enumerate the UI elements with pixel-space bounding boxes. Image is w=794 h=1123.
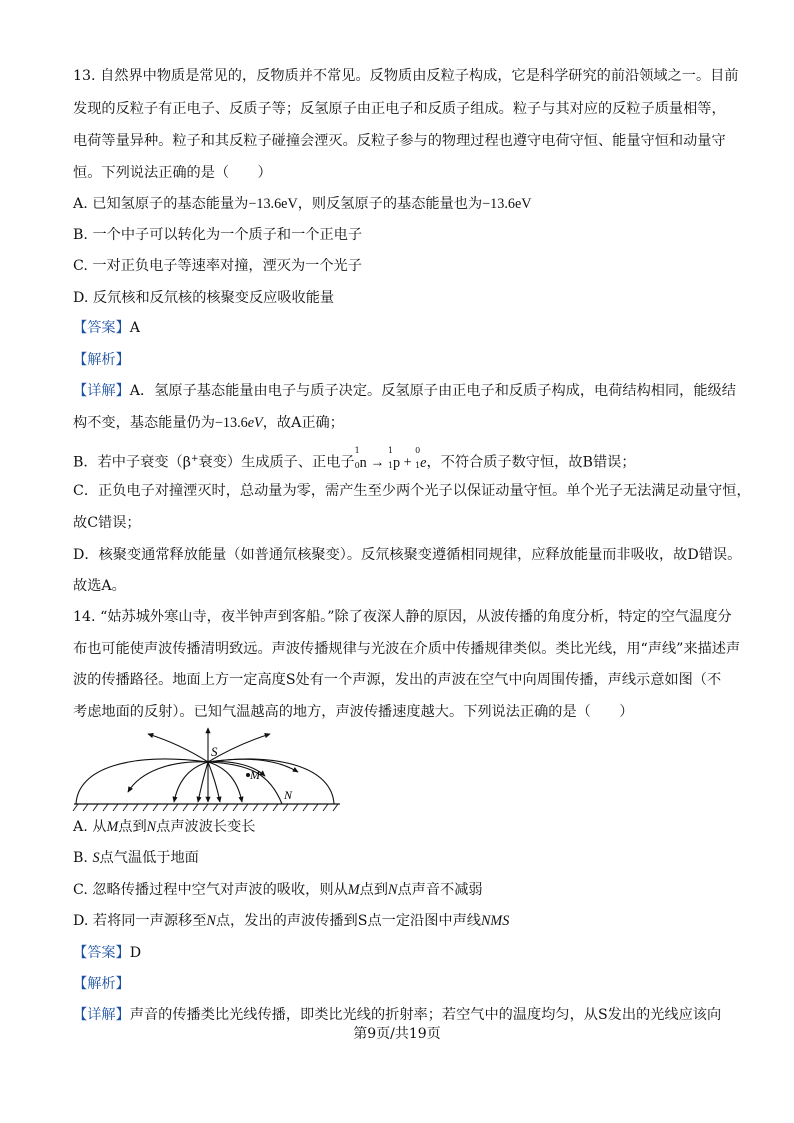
q14-option-c-text1: C. 忽略传播过程中空气对声波的吸收，则从 xyxy=(73,882,348,898)
source-s-dot xyxy=(207,761,210,764)
q14-option-a-text3: 点声波波长变长 xyxy=(156,819,256,835)
q13-detail-b-text3: ，不符合质子数守恒，故B错误； xyxy=(426,454,636,471)
sound-ray-diagram xyxy=(70,722,345,814)
q14-option-c xyxy=(73,880,483,900)
q13-detail-b xyxy=(73,445,636,473)
reaction-arrow: → xyxy=(366,454,388,471)
label-s: S xyxy=(211,744,218,759)
q14-option-c-n: N xyxy=(387,882,398,898)
q13-stem-line-1: 13. 自然界中物质是常见的，反物质并不常见。反物质由反粒子构成，它是科学研究的前沿领域之一。目前 xyxy=(73,68,739,84)
positron-symbol: 0 1 e xyxy=(415,445,427,471)
q13-option-a-value1: −13.6eV xyxy=(248,196,298,212)
ray-right-outer xyxy=(208,759,334,804)
q13-detail-a2-end: ，故A正确； xyxy=(262,415,344,431)
q14-option-d-n: N xyxy=(206,913,216,929)
q13-detail-a2-text: 构不变，基态能量仍为 xyxy=(73,415,215,431)
q13-answer-tag: 【答案】 xyxy=(73,320,130,336)
q14-answer-tag: 【答案】 xyxy=(73,945,130,961)
q14-option-a xyxy=(73,817,255,837)
proton-symbol: 1 1 p xyxy=(387,445,401,471)
ray-left-outer xyxy=(76,759,208,804)
q14-option-a-n: N xyxy=(146,819,157,835)
q13-option-a-value2: −13.6eV xyxy=(482,196,532,212)
q14-stem-line-3: 波的传播路径。地面上方一定高度S处有一个声源，发出的声波在空气中向周围传播，声线示意如图（不 xyxy=(73,672,722,688)
q13-detail-b-text2: 衰变）生成质子、正电子 xyxy=(198,454,355,471)
q14-answer-value: D xyxy=(129,945,142,961)
q13-option-a-text2: ，则反氢原子的基态能量也为 xyxy=(297,196,483,212)
q13-detail-b-beta-sup: + xyxy=(190,454,199,464)
q14-stem-line-2: 布也可能使声波传播清明致远。声波传播规律与光波在介质中传播规律类似。类比光线，用“声线”来描述声 xyxy=(73,641,741,657)
q14-option-a-text1: A. 从 xyxy=(73,819,107,835)
q13-option-d: D. 反氘核和反氘核的核聚变反应吸收能量 xyxy=(73,290,335,306)
q13-stem-line-4: 恒。下列说法正确的是（ ） xyxy=(73,165,272,181)
ray-up-left xyxy=(148,734,208,762)
q13-detail-a2-value: −13.6 xyxy=(214,415,248,431)
q13-answer xyxy=(73,318,140,338)
q14-answer xyxy=(73,943,141,963)
ray-down-right xyxy=(208,762,220,802)
q13-detail-c-line-1: C．正负电子对撞湮灭时，总动量为零，需产生至少两个光子以保证动量守恒。单个光子无法满足动量守恒， xyxy=(73,483,751,499)
q13-detail-d-line-1: D．核聚变通常释放能量（如普通氘核聚变）。反氘核聚变遵循相同规律，应释放能量而非吸收，故D错误。 xyxy=(73,547,742,563)
q13-detail-a2-unit: eV xyxy=(247,415,263,431)
q13-option-a-text1: A. 已知氢原子的基态能量为 xyxy=(73,196,249,212)
label-n: N xyxy=(284,788,293,802)
q14-option-a-m: M xyxy=(106,819,119,835)
sound-rays xyxy=(76,728,334,804)
q14-option-d-text1: D. 若将同一声源移至 xyxy=(73,913,207,929)
q14-option-d-text2: 点，发出的声波传播到S点一定沿图中声线 xyxy=(215,913,481,929)
plus-sign: + xyxy=(400,454,416,471)
q14-stem-line-1: 14. “姑苏城外寒山寺，夜半钟声到客船。”除了夜深人静的原因，从波传播的角度分析，特定的空气温度分 xyxy=(73,609,732,625)
q14-analysis xyxy=(73,974,130,994)
q14-option-d-nms: NMS xyxy=(480,913,510,929)
q14-option-b-s: S xyxy=(92,850,100,866)
ray-right-inner xyxy=(208,762,242,802)
q13-detail-d-line-2: 故选A。 xyxy=(73,578,126,594)
q13-detail-line-1 xyxy=(73,381,736,401)
q14-detail-line-1 xyxy=(73,1005,721,1025)
q14-detail-tag: 【详解】 xyxy=(73,1007,130,1023)
q14-option-d xyxy=(73,911,509,931)
q13-detail-tag: 【详解】 xyxy=(73,383,130,399)
q14-option-a-text2: 点到 xyxy=(118,819,147,835)
page-footer: 第9页/共19页 xyxy=(353,1026,441,1042)
q14-option-c-text2: 点到 xyxy=(359,882,388,898)
q13-stem-line-2: 发现的反粒子有正电子、反质子等；反氢原子由正电子和反质子组成。粒子与其对应的反粒子质量相等， xyxy=(73,101,726,117)
q13-analysis xyxy=(73,350,130,370)
neutron-symbol: 1 0 n xyxy=(354,445,367,471)
ground-hatching xyxy=(73,804,338,811)
q13-answer-value: A xyxy=(129,320,141,336)
q13-detail-line-2 xyxy=(73,413,344,433)
ray-left-mid xyxy=(128,762,208,792)
q13-detail-c-line-2: 故C错误； xyxy=(73,515,141,531)
q14-option-b xyxy=(73,848,199,868)
q14-option-c-text3: 点声音不减弱 xyxy=(397,882,483,898)
label-m: M xyxy=(250,768,260,782)
q13-detail-b-text1: B．若中子衰变（β xyxy=(73,454,191,471)
q13-option-a xyxy=(73,194,532,214)
q13-option-b: B. 一个中子可以转化为一个质子和一个正电子 xyxy=(73,227,363,243)
q14-option-b-text1: B. xyxy=(73,850,93,866)
q14-analysis-tag: 【解析】 xyxy=(73,976,130,992)
q13-detail-a1: A．氢原子基态能量由电子与质子决定。反氢原子由正电子和反质子构成，电荷结构相同，能级结 xyxy=(129,383,736,399)
q14-detail-text: 声音的传播类比光线传播，即类比光线的折射率；若空气中的温度均匀，从S发出的光线应该向 xyxy=(129,1007,722,1023)
q13-stem-line-3: 电荷等量异种。粒子和其反粒子碰撞会湮灭。反粒子参与的物理过程也遵守电荷守恒、能量守恒和动量守 xyxy=(73,133,726,149)
q14-stem-line-4: 考虑地面的反射）。已知气温越高的地方，声波传播速度越大。下列说法正确的是（ ） xyxy=(73,704,634,720)
ray-down-left xyxy=(198,762,208,802)
q13-analysis-tag: 【解析】 xyxy=(73,352,130,368)
q14-option-c-m: M xyxy=(347,882,360,898)
q14-option-b-text2: 点气温低于地面 xyxy=(99,850,199,866)
q13-option-c: C. 一对正负电子等速率对撞，湮灭为一个光子 xyxy=(73,258,362,274)
